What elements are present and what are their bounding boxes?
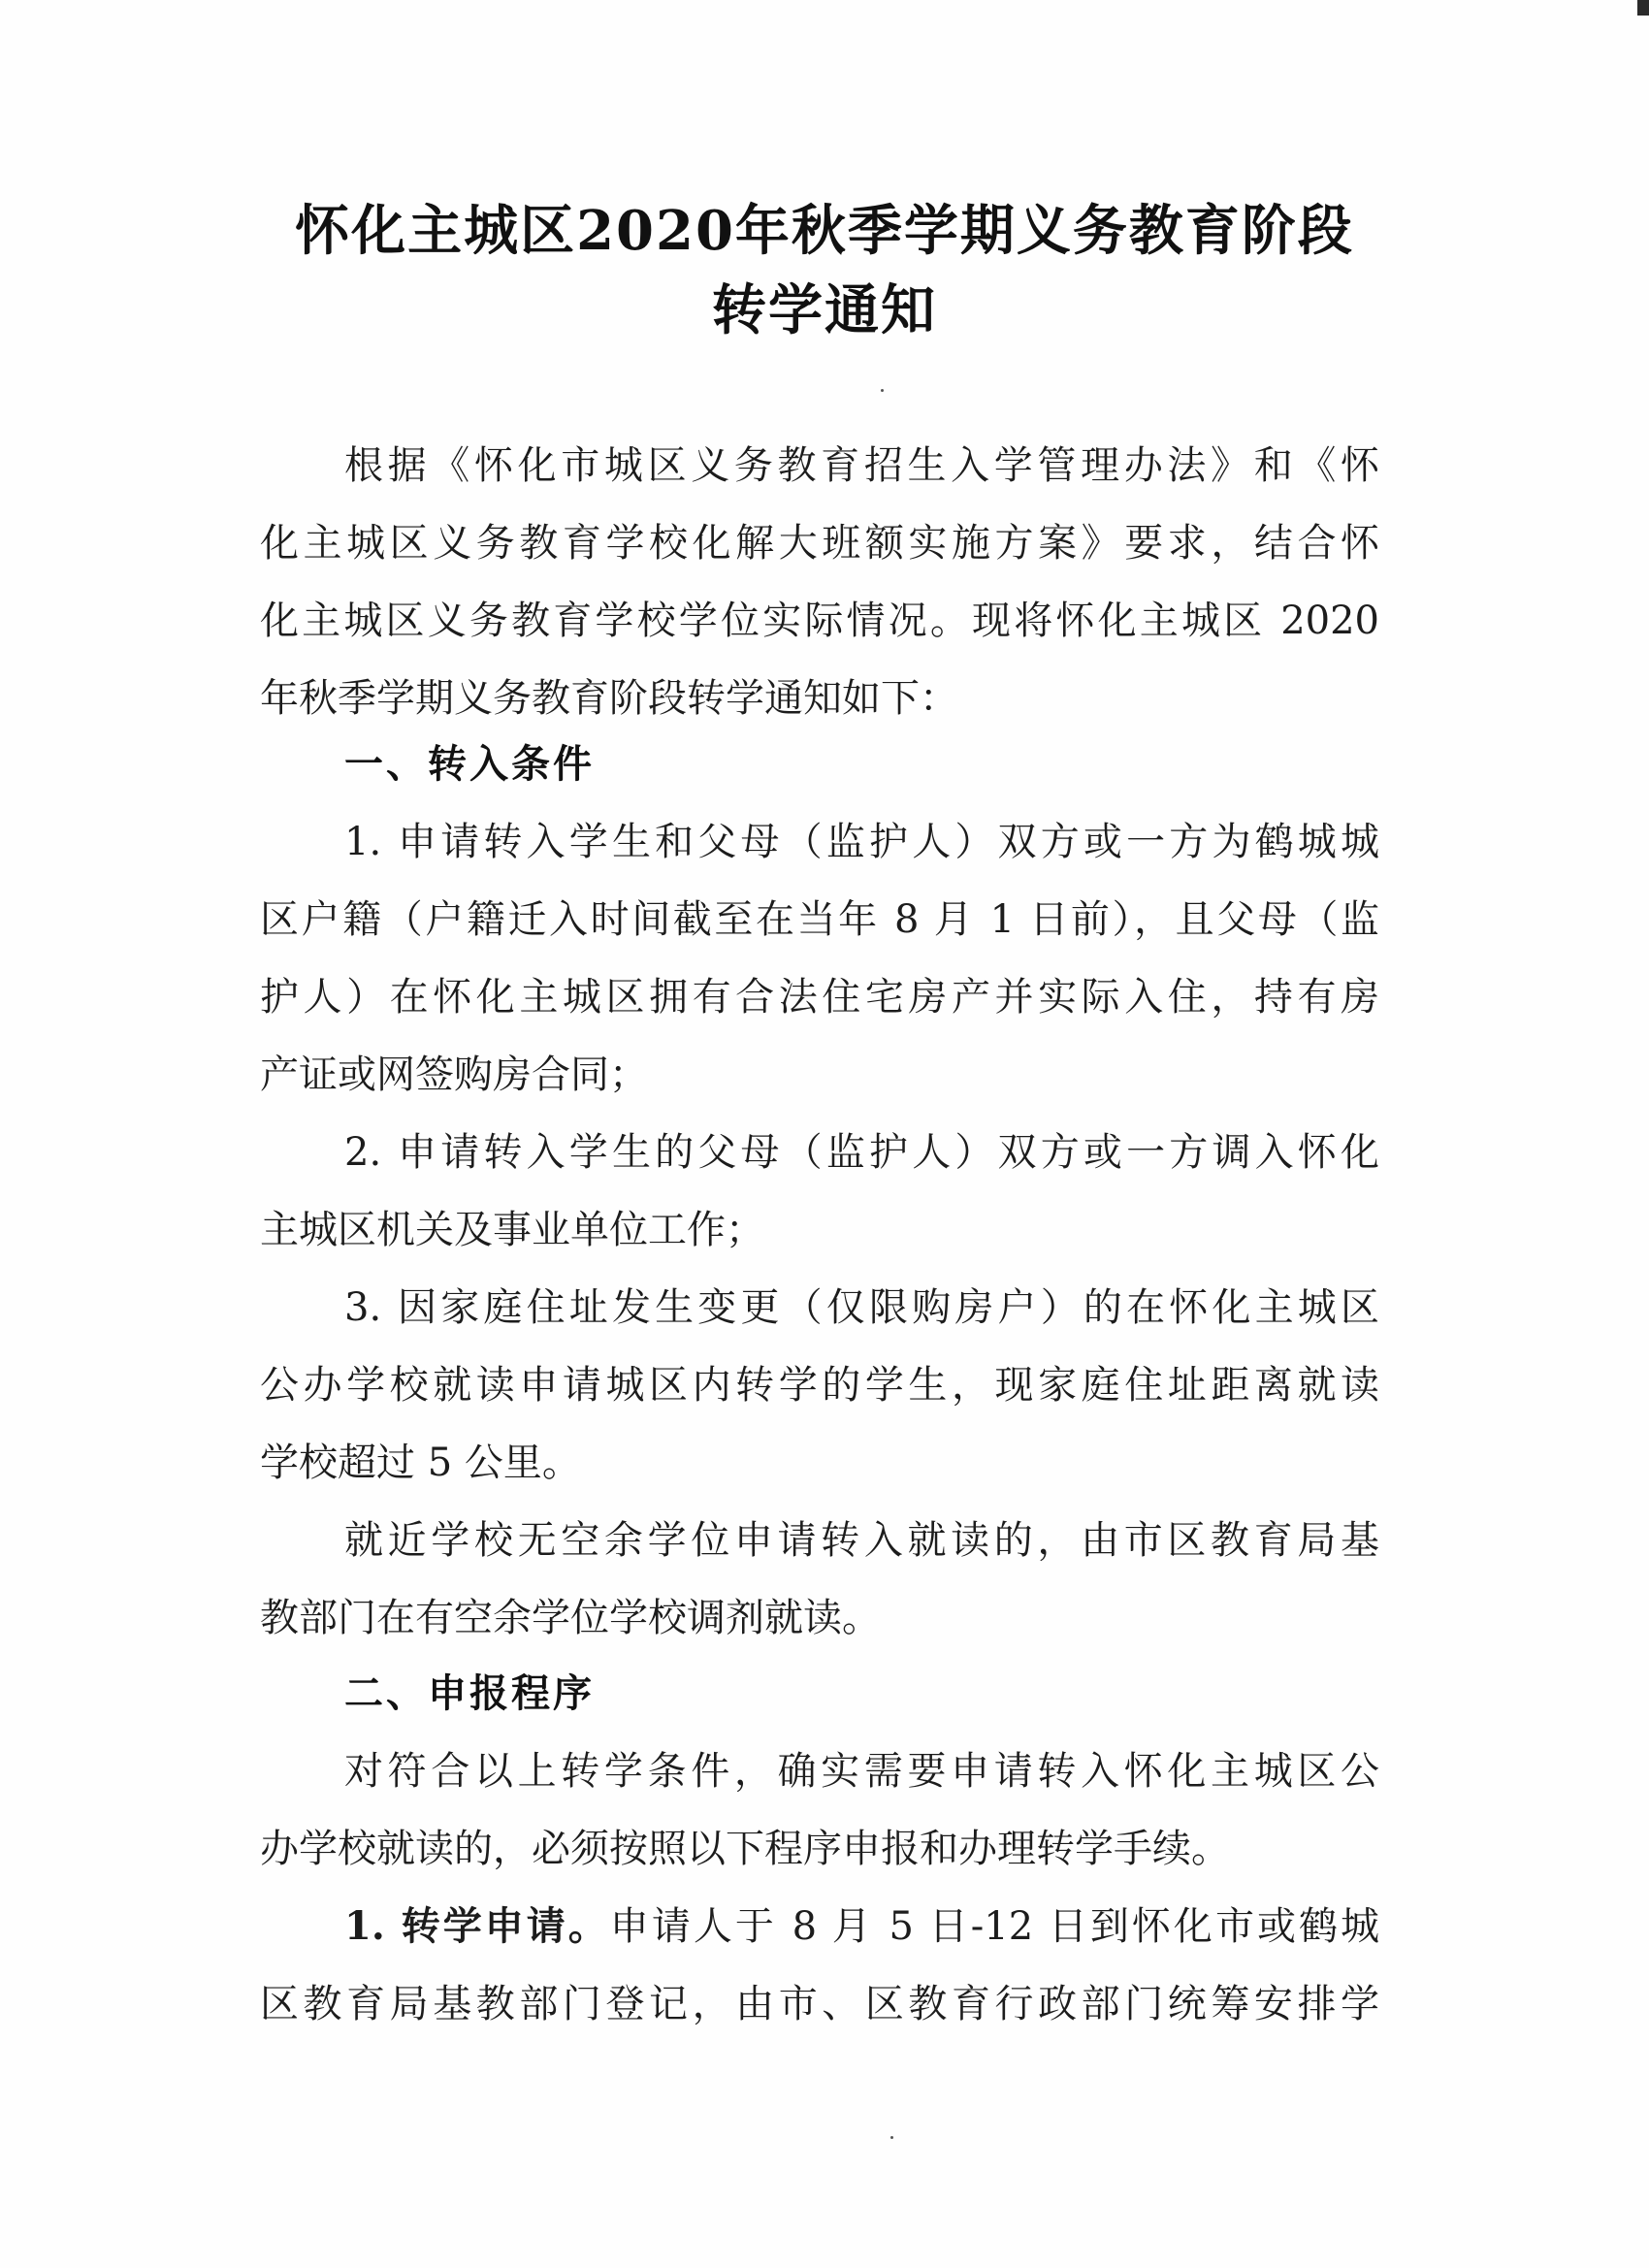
procedure-intro-line-1: 对符合以上转学条件，确实需要申请转入怀化主城区公: [344, 1749, 1379, 1794]
condition-1-line-1: 1. 申请转入学生和父母（监护人）双方或一方为鹤城城: [344, 820, 1379, 864]
scan-speck: [890, 2136, 893, 2139]
document-title-line-2: 转学通知: [712, 278, 937, 342]
condition-2-line-2: 主城区机关及事业单位工作；: [260, 1208, 764, 1252]
intro-line-4: 年秋季学期义务教育阶段转学通知如下：: [260, 676, 958, 721]
procedure-intro-line-2: 办学校就读的，必须按照以下程序申报和办理转学手续。: [260, 1827, 1230, 1871]
intro-line-1: 根据《怀化市城区义务教育招生入学管理办法》和《怀: [344, 443, 1379, 488]
step-1-line-2: 区教育局基教部门登记，由市、区教育行政部门统筹安排学: [260, 1982, 1379, 2026]
condition-2-line-1: 2. 申请转入学生的父母（监护人）双方或一方调入怀化: [344, 1130, 1379, 1175]
intro-line-2: 化主城区义务教育学校化解大班额实施方案》要求，结合怀: [260, 521, 1379, 566]
condition-3-line-2: 公办学校就读申请城区内转学的学生，现家庭住址距离就读: [260, 1363, 1379, 1408]
scan-corner-mark: [1637, 0, 1649, 16]
step-1-text: 申请人于 8 月 5 日-12 日到怀化市或鹤城: [609, 1904, 1379, 1949]
condition-3-line-1: 3. 因家庭住址发生变更（仅限购房户）的在怀化主城区: [344, 1285, 1379, 1330]
intro-line-3: 化主城区义务教育学校学位实际情况。现将怀化主城区 2020: [260, 599, 1379, 643]
note-line-2: 教部门在有空余学位学校调剂就读。: [260, 1596, 881, 1640]
condition-1-line-2: 区户籍（户籍迁入时间截至在当年 8 月 1 日前），且父母（监: [260, 897, 1379, 942]
condition-1-line-4: 产证或网签购房合同；: [260, 1053, 648, 1097]
document-title-line-1: 怀化主城区2020年秋季学期义务教育阶段: [295, 199, 1354, 263]
step-1-line-1: [344, 1903, 1379, 1949]
condition-1-line-3: 护人）在怀化主城区拥有合法住宅房产并实际入住，持有房: [260, 975, 1379, 1020]
section-2-heading: 二、申报程序: [344, 1671, 595, 1716]
scan-speck: [881, 389, 884, 392]
step-1-label: 1. 转学申请。: [344, 1903, 610, 1949]
section-1-heading: 一、转入条件: [344, 742, 595, 787]
condition-3-line-3: 学校超过 5 公里。: [260, 1441, 581, 1485]
note-line-1: 就近学校无空余学位申请转入就读的，由市区教育局基: [344, 1518, 1379, 1563]
